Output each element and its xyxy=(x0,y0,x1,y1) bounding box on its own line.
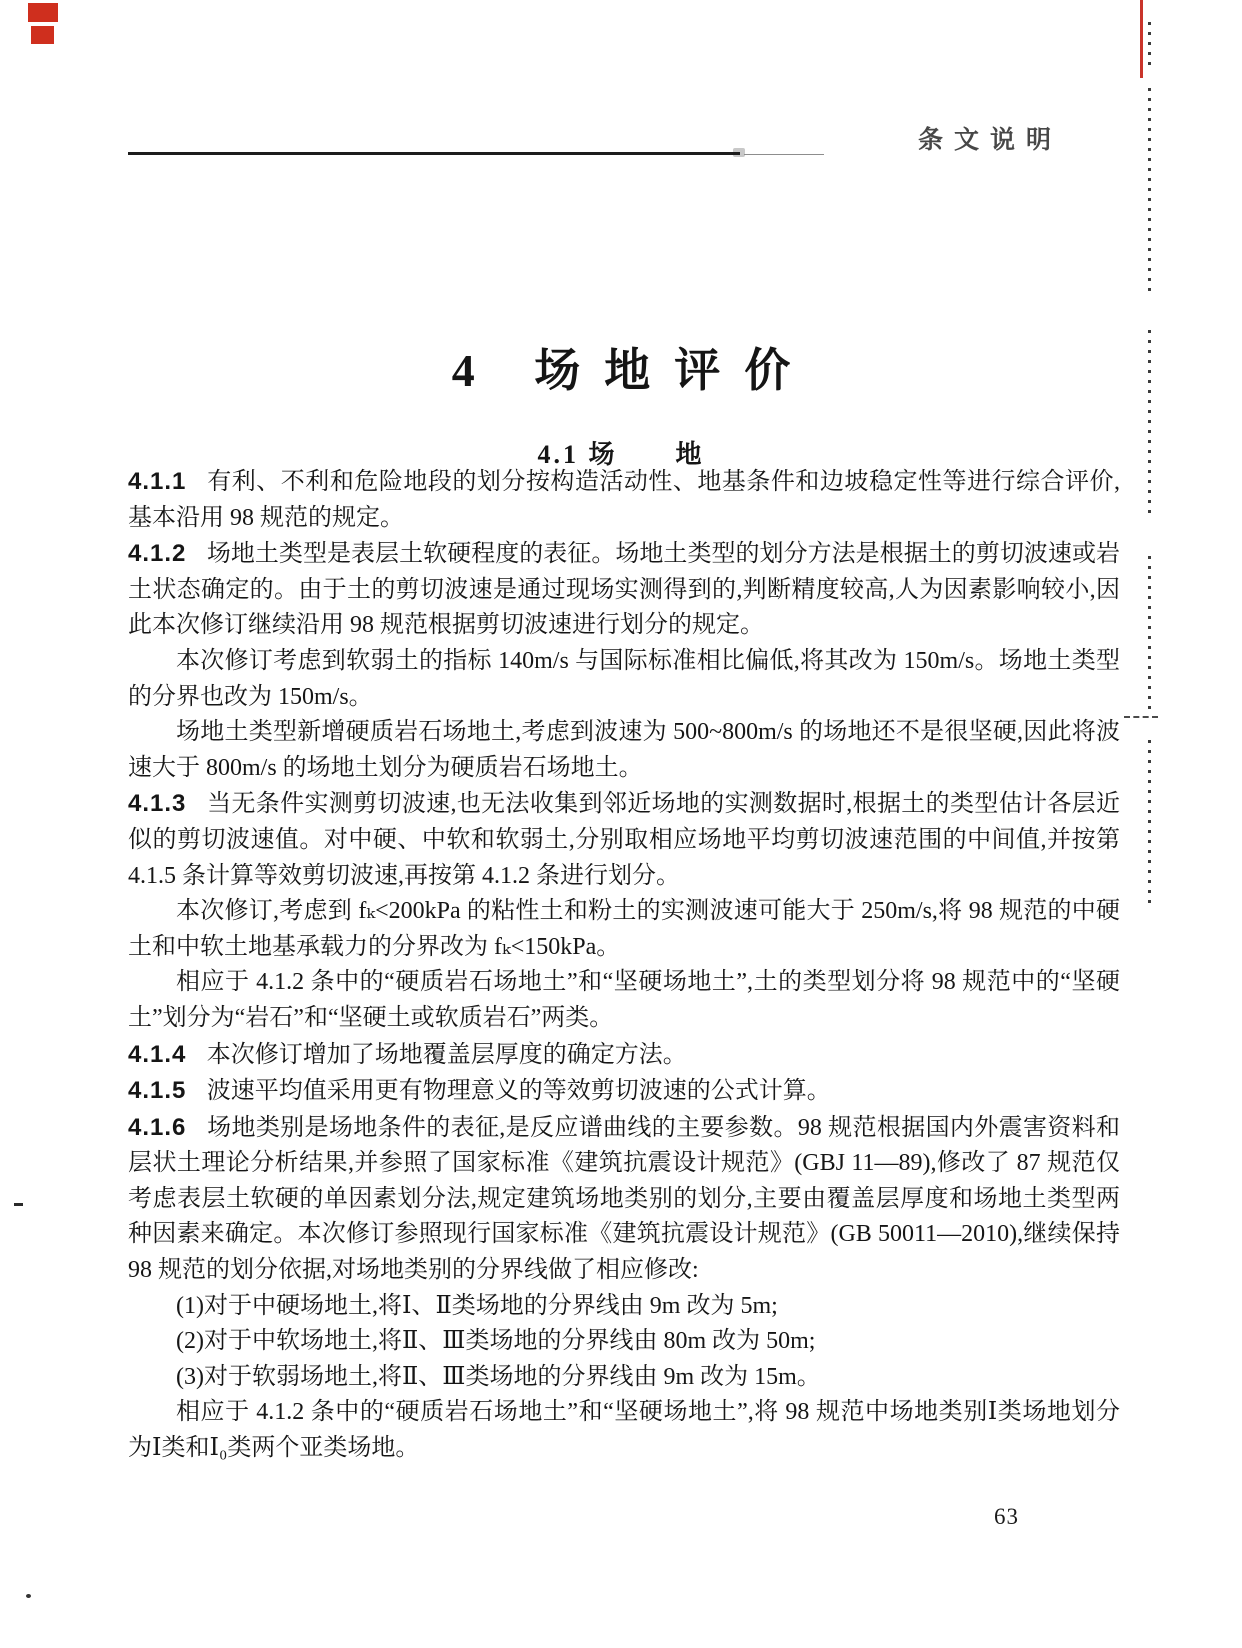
clause-4-1-1 xyxy=(128,464,1120,536)
scan-dotted-line-5 xyxy=(1148,740,1151,905)
clause-4-1-3 xyxy=(128,786,1120,894)
clause-text: (3)对于软弱场地土,将Ⅱ、Ⅲ类场地的分界线由 9m 改为 15m。 xyxy=(176,1363,821,1390)
scan-red-mark-2 xyxy=(31,26,54,44)
para-4-1-2-note-1 xyxy=(128,644,1120,715)
scan-dotted-line-1 xyxy=(1148,22,1151,66)
scan-red-mark-1 xyxy=(28,3,58,22)
clause-4-1-5 xyxy=(128,1073,1120,1110)
list-item-2 xyxy=(128,1324,1120,1360)
header-rule-thin xyxy=(744,154,824,155)
clause-text: 波速平均值采用更有物理意义的等效剪切波速的公式计算。 xyxy=(206,1078,831,1105)
clause-number: 4.1.6 xyxy=(128,1113,187,1141)
section-heading: 4.1 场 地 xyxy=(537,439,705,469)
scan-dotted-line-4 xyxy=(1148,556,1151,712)
clause-number: 4.1.5 xyxy=(128,1077,187,1105)
clause-4-1-2 xyxy=(128,536,1120,644)
clause-4-1-4 xyxy=(128,1037,1120,1074)
para-4-1-3-note-2 xyxy=(128,965,1120,1036)
page-number: 63 xyxy=(994,1504,1019,1529)
clause-text: 场地土类型新增硬质岩石场地土,考虑到波速为 500~800m/s 的场地还不是很坚硬,因此将波速大于 800m/s 的场地土划分为硬质岩石场地土。 xyxy=(128,719,1120,781)
header-rule xyxy=(128,152,740,155)
chapter-title: 4 场地评价 xyxy=(451,344,815,396)
list-item-1 xyxy=(128,1289,1120,1325)
clause-number: 4.1.2 xyxy=(128,540,187,568)
clause-text: 场地类别是场地条件的表征,是反应谱曲线的主要参数。98 规范根据国内外震害资料和层状土理论分析结果,并参照了国家标准《建筑抗震设计规范》(GBJ 11—89),修改了 87 规范仅考虑表层土软硬的单因素划分法,规定建筑场地类别的划分,主要由覆盖层厚度和场地土类型两种因素来确定。本次修订参照现行国家标准《建筑抗震设计规范》(GB 50011—2010),继续保持 98 规范的划分依据,对场地类别的分界线做了相应修改: xyxy=(128,1114,1120,1284)
clause-text: 场地土类型是表层土软硬程度的表征。场地土类型的划分方法是根据土的剪切波速或岩土状态确定的。由于土的剪切波速是通过现场实测得到的,判断精度较高,人为因素影响较小,因此本次修订继续沿用 98 规范根据剪切波速进行划分的规定。 xyxy=(128,541,1120,639)
list-item-3 xyxy=(128,1360,1120,1396)
clause-number: 4.1.1 xyxy=(128,468,187,495)
clause-4-1-6 xyxy=(128,1110,1120,1289)
clause-text: (1)对于中硬场地土,将Ⅰ、Ⅱ类场地的分界线由 9m 改为 5m; xyxy=(176,1292,778,1319)
clause-text: 相应于 4.1.2 条中的“硬质岩石场地土”和“坚硬场地土”,土的类型划分将 98 规范中的“坚硬土”划分为“岩石”和“坚硬土或软质岩石”两类。 xyxy=(128,969,1120,1031)
clause-number: 4.1.3 xyxy=(128,790,187,818)
clause-text: 相应于 4.1.2 条中的“硬质岩石场地土”和“坚硬场地土”,将 98 规范中场地类别Ⅰ类场地划分为Ⅰ类和Ⅰ₀类两个亚类场地。 xyxy=(128,1399,1120,1462)
clause-text: 有利、不利和危险地段的划分按构造活动性、地基条件和边坡稳定性等进行综合评价,基本沿用 98 规范的规定。 xyxy=(128,469,1120,531)
para-4-1-6-note xyxy=(128,1395,1120,1466)
scan-dash-mark xyxy=(1124,716,1158,718)
scan-speck-2 xyxy=(26,1594,31,1598)
clause-text: 本次修订考虑到软弱土的指标 140m/s 与国际标准相比偏低,将其改为 150m/s。场地土类型的分界也改为 150m/s。 xyxy=(128,647,1120,710)
scan-speck-1 xyxy=(14,1203,23,1206)
clause-text: 本次修订,考虑到 fₖ<200kPa 的粘性土和粉土的实测波速可能大于 250m/s,将 98 规范的中硬土和中软土地基承载力的分界改为 fₖ<150kPa。 xyxy=(128,898,1120,960)
clause-text: 当无条件实测剪切波速,也无法收集到邻近场地的实测数据时,根据土的类型估计各层近似的剪切波速值。对中硬、中软和软弱土,分别取相应场地平均剪切波速范围的中间值,并按第 4.1.5 条计算等效剪切波速,再按第 4.1.2 条进行划分。 xyxy=(128,791,1120,889)
para-4-1-3-note-1 xyxy=(128,894,1120,965)
clause-number: 4.1.4 xyxy=(128,1040,187,1068)
scan-red-line xyxy=(1140,0,1143,78)
body-text xyxy=(128,464,1120,1467)
clause-text: (2)对于中软场地土,将Ⅱ、Ⅲ类场地的分界线由 80m 改为 50m; xyxy=(176,1328,816,1355)
para-4-1-2-note-2 xyxy=(128,715,1120,786)
scan-dotted-line-2 xyxy=(1148,88,1151,298)
running-head-label: 条文说明 xyxy=(918,127,1063,154)
clause-text: 本次修订增加了场地覆盖层厚度的确定方法。 xyxy=(206,1041,687,1068)
